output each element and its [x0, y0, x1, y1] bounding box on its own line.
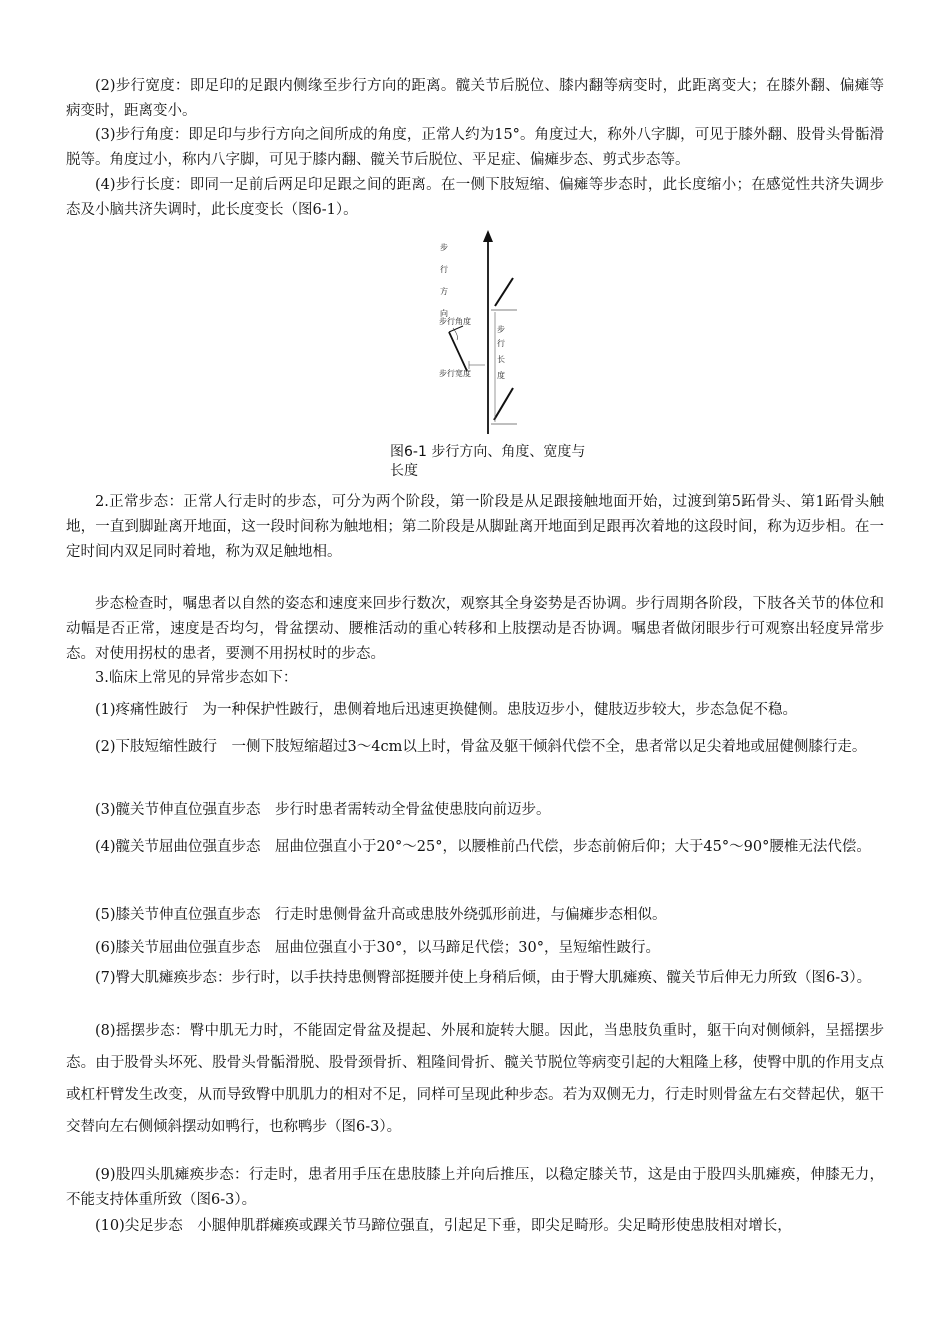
- paragraph-step-angle: (3)步行角度：即足印与步行方向之间所成的角度，正常人约为15°。角度过大，称外八字脚，可见于膝外翻、股骨头骨骺滑脱等。角度过小，称内八字脚，可见于膝内翻、髋关节后脱位、平足症、偏瘫步态、剪式步态等。: [66, 127, 884, 168]
- angle-reference-line: [449, 326, 463, 332]
- paragraph-gait-exam: 步态检查时，嘱患者以自然的姿态和速度来回步行数次，观察其全身姿势是否协调。步行周期各阶段，下肢各关节的体位和动幅是否正常，速度是否均匀，骨盆摆动、腰椎活动的重心转移和上肢摆动是否协调。嘱患者做闭眼步行可观察出轻度异常步态。对使用拐杖的患者，要测不用拐杖时的步态。: [66, 596, 884, 662]
- gait-diagram: [425, 228, 535, 436]
- paragraph-knee-extension-gait: (5)膝关节伸直位强直步态 行走时患侧骨盆升高或患肢外绕弧形前进，与偏瘫步态相似。: [95, 907, 667, 923]
- paragraph-waddling-gait: (8)摇摆步态：臀中肌无力时，不能固定骨盆及提起、外展和旋转大腿。因此，当患肢负重时，躯干向对侧倾斜，呈摇摆步态。由于股骨头坏死、股骨头骨骺滑脱、股骨颈骨折、粗隆间骨折、髋关节脱位等病变引起的大粗隆上移，使臀中肌的作用支点或杠杆臂发生改变，从而导致臀中肌肌力的相对不足，同样可呈现此种步态。若为双侧无力，行走时则骨盆左右交替起伏，躯干交替向左右侧倾斜摆动如鸭行，也称鸭步（图6-3）。: [66, 1023, 884, 1135]
- paragraph-normal-gait: 2.正常步态：正常人行走时的步态，可分为两个阶段，第一阶段是从足跟接触地面开始，过渡到第5跖骨头、第1跖骨头触地，一直到脚趾离开地面，这一段时间称为触地相；第二阶段是从脚趾离开地面到足跟再次着地的这段时间，称为迈步相。在一定时间内双足同时着地，称为双足触地相。: [66, 494, 884, 560]
- upper-footprint: [495, 278, 513, 306]
- paragraph-hip-extension-gait: (3)髋关节伸直位强直步态 步行时患者需转动全骨盆使患肢向前迈步。: [95, 802, 551, 818]
- figure-caption-line: 图6-1 步行方向、角度、宽度与: [390, 444, 586, 460]
- direction-label-char: 向: [440, 309, 448, 318]
- paragraph-short-limb-limp: (2)下肢短缩性跛行 一侧下肢短缩超过3～4cm以上时，骨盆及躯干倾斜代偿不全，患者常以足尖着地或屈健侧膝行走。: [95, 739, 867, 755]
- paragraph-pain-limp: (1)疼痛性跛行 为一种保护性跛行，患侧着地后迅速更换健侧。患肢迈步小，健肢迈步较大，步态急促不稳。: [95, 702, 798, 718]
- direction-arrowhead: [483, 230, 493, 242]
- paragraph-equinus-gait: (10)尖足步态 小腿伸肌群瘫痪或踝关节马蹄位强直，引起足下垂，即尖足畸形。尖足畸形使患肢相对增长，: [95, 1218, 792, 1234]
- direction-label-char: 方: [440, 287, 448, 296]
- length-label-char: 行: [497, 339, 505, 348]
- figure-caption-line: 长度: [390, 463, 418, 479]
- paragraph-quadriceps-gait: (9)股四头肌瘫痪步态：行走时，患者用手压在患肢膝上并向后推压，以稳定膝关节，这是由于股四头肌瘫痪，伸膝无力，不能支持体重所致（图6-3）。: [66, 1167, 884, 1208]
- angle-label: 步行角度: [439, 317, 471, 326]
- direction-label-char: 步: [440, 243, 448, 252]
- lower-footprint: [494, 388, 513, 420]
- angle-footprint: [449, 332, 467, 371]
- length-label-char: 步: [497, 325, 505, 334]
- paragraph-knee-flexion-gait: (6)膝关节屈曲位强直步态 屈曲位强直小于30°，以马蹄足代偿；30°，呈短缩性跛行。: [95, 940, 660, 956]
- figure-caption: [390, 443, 630, 481]
- paragraph-abnormal-heading: 3.临床上常见的异常步态如下：: [95, 670, 298, 686]
- paragraph-step-width: (2)步行宽度：即足印的足跟内侧缘至步行方向的距离。髋关节后脱位、膝内翻等病变时，此距离变大；在膝外翻、偏瘫等病变时，距离变小。: [66, 78, 884, 119]
- paragraph-gluteus-maximus-gait: (7)臀大肌瘫痪步态：步行时，以手扶持患侧臀部挺腰并使上身稍后倾，由于臀大肌瘫痪、髋关节后伸无力所致（图6-3）。: [95, 970, 872, 986]
- length-label-char: 长: [497, 355, 505, 364]
- direction-label-char: 行: [440, 265, 448, 274]
- width-label: 步行宽度: [439, 369, 471, 378]
- length-label-char: 度: [497, 371, 505, 380]
- paragraph-step-length: (4)步行长度：即同一足前后两足印足跟之间的距离。在一侧下肢短缩、偏瘫等步态时，此长度缩小；在感觉性共济失调步态及小脑共济失调时，此长度变长（图6-1）。: [66, 177, 884, 218]
- paragraph-hip-flexion-gait: (4)髋关节屈曲位强直步态 屈曲位强直小于20°～25°，以腰椎前凸代偿，步态前俯后仰；大于45°～90°腰椎无法代偿。: [95, 839, 871, 855]
